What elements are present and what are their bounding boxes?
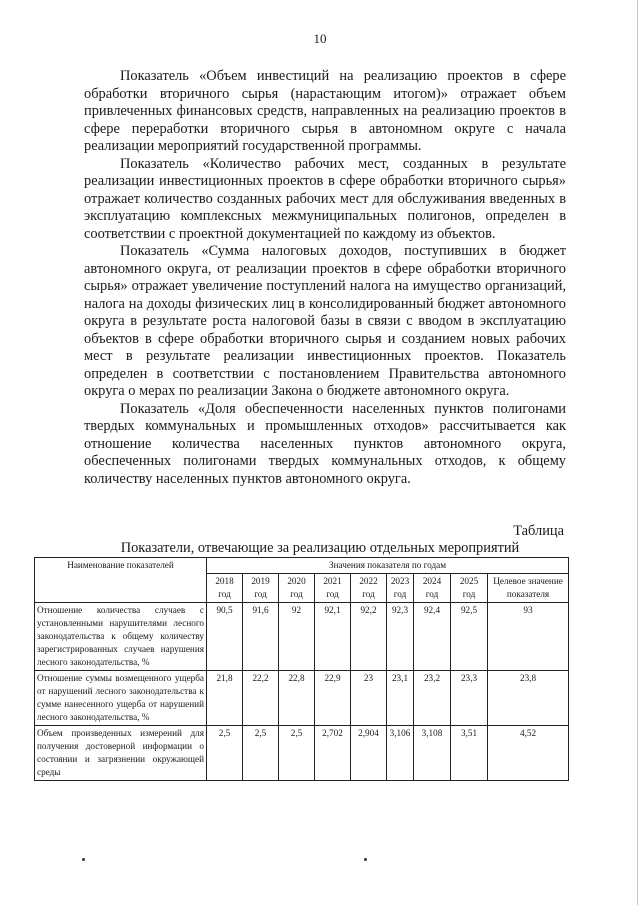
table-cell: 92,4 (414, 603, 451, 671)
table-cell: 92,1 (315, 603, 351, 671)
year-header: 2024 год (414, 574, 451, 603)
table-cell: 2,702 (315, 726, 351, 781)
year-header: 2022 год (351, 574, 387, 603)
year-header: 2025 год (451, 574, 488, 603)
table-cell: 92,2 (351, 603, 387, 671)
table-cell: 22,8 (279, 671, 315, 726)
table-cell: 92,3 (387, 603, 414, 671)
table-cell: 23,3 (451, 671, 488, 726)
table-cell: 22,2 (243, 671, 279, 726)
paragraph: Показатель «Объем инвестиций на реализацию проектов в сфере обработки вторичного сырья (нарастающим итогом)» отражает объем привлеченных финансовых средств, направленных на реализацию проектов в сфере переработки вторичного сырья в автономном округе с начала реализации мероприятий государственной программы. (84, 68, 566, 154)
table-row (35, 671, 569, 726)
table-cell: 3,106 (387, 726, 414, 781)
year-header: 2023 год (387, 574, 414, 603)
target-column-header: Целевое значение показателя (488, 574, 569, 603)
table-cell: 2,5 (243, 726, 279, 781)
table-cell: 3,51 (451, 726, 488, 781)
indicator-name: Отношение количества случаев с установленными нарушителями лесного законодательства к общему количеству зарегистрированных случаев нарушения лесного законодательства, % (35, 603, 207, 671)
table-cell: 2,5 (279, 726, 315, 781)
table-row (35, 603, 569, 671)
page-number: 10 (313, 31, 327, 46)
table-cell: 3,108 (414, 726, 451, 781)
indicator-name: Отношение суммы возмещенного ущерба от нарушений лесного законодательства к сумме нанесенного ущерба от нарушений лесного законодательства, % (35, 671, 207, 726)
scan-dot (364, 858, 367, 861)
table-cell: 90,5 (207, 603, 243, 671)
table-label: Таблица (513, 523, 564, 539)
table-cell: 23,2 (414, 671, 451, 726)
paragraph: Показатель «Количество рабочих мест, созданных в результате реализации инвестиционных проектов в сфере обработки вторичного сырья» отражает количество созданных рабочих мест для обслуживания введенных в эксплуатацию комплексных межмуниципальных полигонов, определен в соответствии с проектной документацией по каждому из объектов. (84, 155, 566, 242)
table-cell: 91,6 (243, 603, 279, 671)
table-row (35, 726, 569, 781)
target-cell: 4,52 (488, 726, 569, 781)
paragraph: Показатель «Сумма налоговых доходов, поступивших в бюджет автономного округа, от реализации проектов в сфере обработки вторичного сырья» отражает увеличение поступлений налога на имущество организаций, налога на доходы физических лиц в консолидированный бюджет автономного округа в результате роста налоговой базы в связи с вводом в эксплуатацию объектов в сфере обработки вторичного сырья и созданием новых рабочих мест в результате реализации инвестиционных проектов. Показатель определен в соответствии с постановлением Правительства автономного округа о мерах по реализации Закона о бюджете автономного округа. (84, 243, 566, 399)
table-cell: 23 (351, 671, 387, 726)
table-cell: 2,904 (351, 726, 387, 781)
indicator-name: Объем произведенных измерений для получения достоверной информации о состоянии и загрязнении окружающей среды (35, 726, 207, 781)
target-cell: 23,8 (488, 671, 569, 726)
name-column-header: Наименование показателей (35, 558, 207, 603)
body-text (84, 68, 566, 488)
page-edge (637, 0, 638, 905)
table-cell: 21,8 (207, 671, 243, 726)
table-title: Показатели, отвечающие за реализацию отдельных мероприятий (120, 540, 520, 556)
table-cell: 92,5 (451, 603, 488, 671)
table-cell: 92 (279, 603, 315, 671)
year-header: 2018 год (207, 574, 243, 603)
scan-dot (82, 858, 85, 861)
paragraph: Показатель «Доля обеспеченности населенных пунктов полигонами твердых коммунальных и промышленных отходов» рассчитывается как отношение количества населенных пунктов автономного округа, обеспеченных полигонами твердых коммунальных отходов, к общему количеству населенных пунктов автономного округа. (84, 400, 566, 487)
year-header: 2020 год (279, 574, 315, 603)
years-group-header: Значения показателя по годам (207, 558, 569, 574)
table-cell: 2,5 (207, 726, 243, 781)
year-header: 2019 год (243, 574, 279, 603)
table-cell: 23,1 (387, 671, 414, 726)
table-header-row (35, 558, 569, 574)
indicators-table (34, 557, 569, 781)
target-cell: 93 (488, 603, 569, 671)
table-cell: 22,9 (315, 671, 351, 726)
year-header: 2021 год (315, 574, 351, 603)
